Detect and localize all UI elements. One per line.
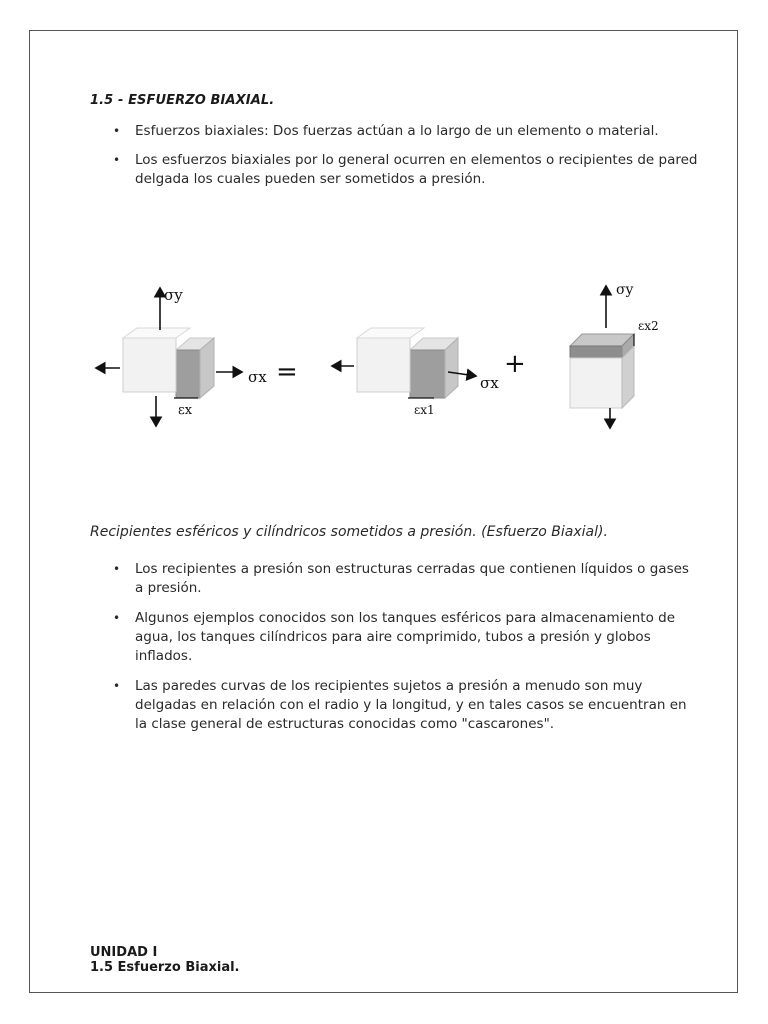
right-block — [570, 334, 634, 408]
list-item — [113, 677, 693, 734]
bullet-icon: • — [113, 611, 121, 625]
list-item-text: Los esfuerzos biaxiales por lo general ocurren en elementos o recipientes de pared delgada los cuales pueden ser sometidos a presión. — [135, 152, 698, 187]
list-item-text: Esfuerzos biaxiales: Dos fuerzas actúan a lo largo de un elemento o material. — [135, 123, 659, 139]
left-block — [123, 328, 214, 398]
list-item-text: Los recipientes a presión son estructuras cerradas que contienen líquidos o gases a presión. — [135, 561, 689, 596]
list-item — [113, 151, 713, 189]
epsilon-x2-label: εx2 — [638, 319, 659, 333]
sigma-x-label: σx — [248, 368, 267, 386]
epsilon-x-label: εx — [178, 403, 193, 418]
sigma-y-label-small: σy — [616, 282, 634, 298]
sigma-y-label: σy — [164, 286, 183, 304]
list-item-text: Algunos ejemplos conocidos son los tanques esféricos para almacenamiento de agua, los tanques cilíndricos para aire comprimido, tubos a presión y globos inflados. — [135, 610, 675, 664]
bullet-icon: • — [113, 153, 121, 167]
footer-unit: UNIDAD I — [90, 945, 158, 960]
sigma-x-label-2: σx — [480, 374, 499, 392]
equals-sign: = — [276, 357, 298, 387]
list-item — [113, 122, 713, 141]
pressure-bullet-list — [113, 560, 693, 745]
section-title: 1.5 - ESFUERZO BIAXIAL. — [90, 93, 275, 108]
list-item — [113, 560, 693, 598]
biaxial-stress-figure — [90, 268, 690, 438]
footer-topic: 1.5 Esfuerzo Biaxial. — [90, 960, 240, 975]
bullet-icon: • — [113, 679, 121, 693]
intro-bullet-list — [113, 122, 713, 199]
list-item — [113, 609, 693, 666]
list-item-text: Las paredes curvas de los recipientes sujetos a presión a menudo son muy delgadas en relación con el radio y la longitud, y en tales casos se encuentran en la clase general de estructuras conocidas como "cascarones". — [135, 678, 687, 732]
epsilon-x1-label: εx1 — [414, 403, 435, 417]
plus-sign: + — [504, 349, 526, 379]
bullet-icon: • — [113, 562, 121, 576]
subheading: Recipientes esféricos y cilíndricos sometidos a presión. (Esfuerzo Biaxial). — [90, 524, 608, 540]
bullet-icon: • — [113, 124, 121, 138]
middle-block — [357, 328, 458, 398]
page-footer — [90, 945, 239, 975]
